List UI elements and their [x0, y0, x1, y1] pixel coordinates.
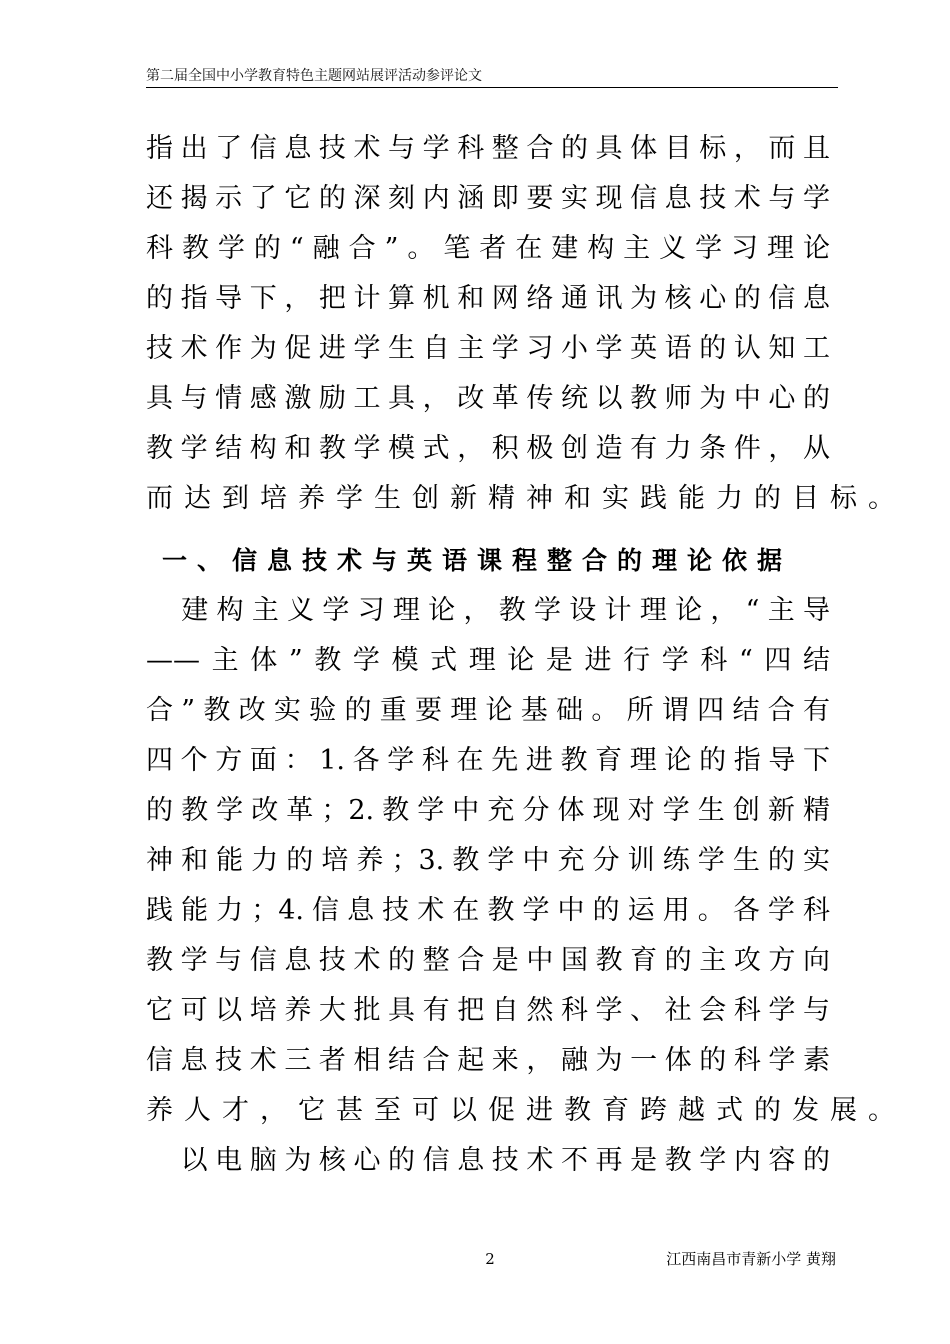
text-line: 而达到培养学生创新精神和实践能力的目标。: [146, 483, 906, 514]
footer-author: 江西南昌市青新小学 黄翔: [666, 1250, 836, 1268]
text-line: 践能力；4.信息技术在教学中的运用。各学科: [146, 895, 830, 926]
text-line: ——主体”教学模式理论是进行学科“四结: [146, 645, 830, 676]
text-line: 指出了信息技术与学科整合的具体目标，而且: [146, 133, 830, 164]
text-line: 神和能力的培养；3.教学中充分训练学生的实: [146, 845, 830, 876]
text-line: 还揭示了它的深刻内涵即要实现信息技术与学: [146, 183, 830, 214]
text-line: 技术作为促进学生自主学习小学英语的认知工: [146, 333, 830, 364]
text-line: 以电脑为核心的信息技术不再是教学内容的: [146, 1145, 830, 1176]
text-line: 科教学的“融合”。笔者在建构主义学习理论: [146, 233, 830, 264]
text-line: 信息技术三者相结合起来，融为一体的科学素: [146, 1045, 830, 1076]
text-line: 四个方面：1.各学科在先进教育理论的指导下: [146, 745, 830, 776]
page-number: 2: [485, 1250, 495, 1268]
running-header: 第二届全国中小学教育特色主题网站展评活动参评论文: [146, 68, 482, 84]
text-line: 的教学改革；2.教学中充分体现对学生创新精: [146, 795, 830, 826]
text-line: 的指导下，把计算机和网络通讯为核心的信息: [146, 283, 830, 314]
text-line: 具与情感激励工具，改革传统以教师为中心的: [146, 383, 830, 414]
text-line: 教学结构和教学模式，积极创造有力条件，从: [146, 433, 830, 464]
text-line: 建构主义学习理论，教学设计理论，“主导: [146, 595, 830, 626]
section-heading: 一、信息技术与英语课程整合的理论依据: [162, 546, 793, 575]
header-rule: [146, 87, 838, 88]
text-line: 合”教改实验的重要理论基础。所谓四结合有: [146, 695, 830, 726]
text-line: 教学与信息技术的整合是中国教育的主攻方向: [146, 945, 830, 976]
text-line: 养人才，它甚至可以促进教育跨越式的发展。: [146, 1095, 906, 1126]
text-line: 它可以培养大批具有把自然科学、社会科学与: [146, 995, 830, 1026]
